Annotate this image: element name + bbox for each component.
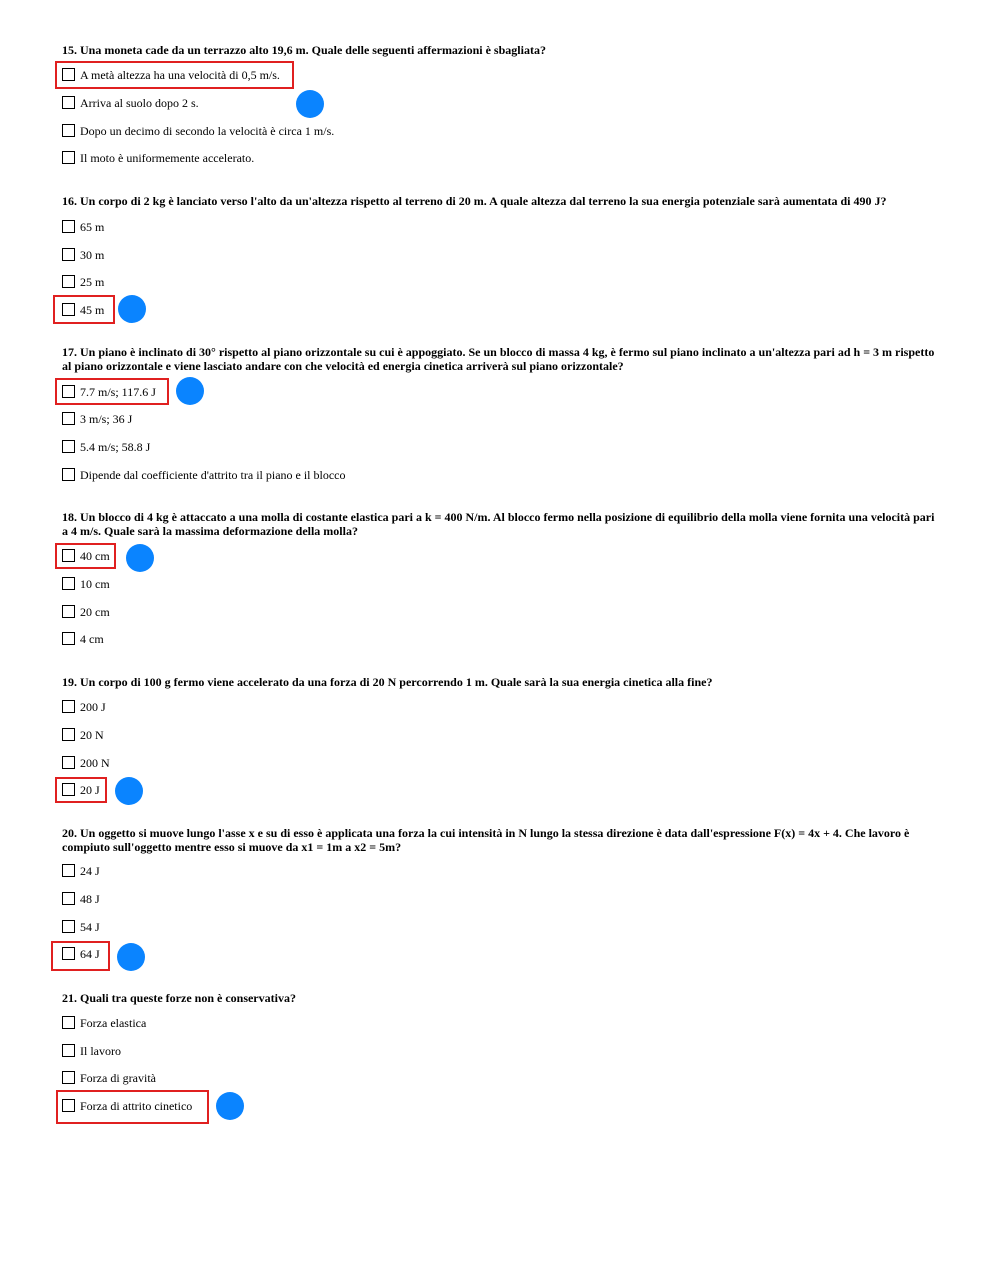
answer-highlight-box bbox=[55, 61, 294, 89]
option-label: 40 cm bbox=[80, 549, 110, 563]
checkbox[interactable] bbox=[62, 892, 75, 905]
option-label: 20 cm bbox=[80, 605, 110, 619]
question-21-text: 21. Quali tra queste forze non è conservativa? bbox=[62, 991, 296, 1005]
question-15-text: 15. Una moneta cade da un terrazzo alto 19,6 m. Quale delle seguenti affermazioni è sbagliata? bbox=[62, 43, 546, 57]
answer-highlight-box bbox=[55, 777, 107, 803]
answer-marker-dot bbox=[176, 377, 204, 405]
checkbox[interactable] bbox=[62, 220, 75, 233]
checkbox[interactable] bbox=[62, 700, 75, 713]
checkbox[interactable] bbox=[62, 1071, 75, 1084]
option-label: 3 m/s; 36 J bbox=[80, 412, 133, 426]
checkbox[interactable] bbox=[62, 1044, 75, 1057]
checkbox[interactable] bbox=[62, 1016, 75, 1029]
answer-highlight-box bbox=[51, 941, 110, 971]
option-label: 7.7 m/s; 117.6 J bbox=[80, 385, 156, 399]
checkbox[interactable] bbox=[62, 412, 75, 425]
answer-highlight-box bbox=[56, 1090, 209, 1124]
answer-marker-dot bbox=[115, 777, 143, 805]
checkbox[interactable] bbox=[62, 728, 75, 741]
checkbox[interactable] bbox=[62, 577, 75, 590]
option-label: 200 J bbox=[80, 700, 106, 714]
option-label: Il lavoro bbox=[80, 1044, 121, 1058]
option-label: Il moto è uniformemente accelerato. bbox=[80, 151, 255, 165]
checkbox[interactable] bbox=[62, 756, 75, 769]
checkbox[interactable] bbox=[62, 151, 75, 164]
option-label: 20 N bbox=[80, 728, 104, 742]
option-label: 45 m bbox=[80, 303, 105, 317]
option-label: 54 J bbox=[80, 920, 100, 934]
checkbox[interactable] bbox=[62, 864, 75, 877]
option-label: 5.4 m/s; 58.8 J bbox=[80, 440, 151, 454]
option-label: Forza di gravità bbox=[80, 1071, 156, 1085]
option-label: A metà altezza ha una velocità di 0,5 m/s. bbox=[80, 68, 280, 82]
answer-marker-dot bbox=[117, 943, 145, 971]
option-label: 25 m bbox=[80, 275, 105, 289]
question-18-text: 18. Un blocco di 4 kg è attaccato a una molla di costante elastica pari a k = 400 N/m. Al blocco fermo nella posizione di equilibrio della molla viene fornita una velocità pari a 4 m/s. Quale sarà la massima deformazione della molla? bbox=[62, 510, 935, 538]
answer-highlight-box bbox=[55, 543, 116, 569]
answer-marker-dot bbox=[126, 544, 154, 572]
checkbox[interactable] bbox=[62, 248, 75, 261]
checkbox[interactable] bbox=[62, 632, 75, 645]
option-label: 65 m bbox=[80, 220, 105, 234]
option-label: 48 J bbox=[80, 892, 100, 906]
answer-highlight-box bbox=[53, 295, 115, 324]
option-label: Forza di attrito cinetico bbox=[80, 1099, 193, 1113]
option-label: 4 cm bbox=[80, 632, 104, 646]
checkbox[interactable] bbox=[62, 96, 75, 109]
option-label: Arriva al suolo dopo 2 s. bbox=[80, 96, 199, 110]
option-label: 30 m bbox=[80, 248, 105, 262]
answer-marker-dot bbox=[296, 90, 324, 118]
answer-marker-dot bbox=[216, 1092, 244, 1120]
checkbox[interactable] bbox=[62, 275, 75, 288]
option-label: 64 J bbox=[80, 947, 100, 961]
checkbox[interactable] bbox=[62, 124, 75, 137]
option-label: 10 cm bbox=[80, 577, 110, 591]
checkbox[interactable] bbox=[62, 440, 75, 453]
answer-marker-dot bbox=[118, 295, 146, 323]
option-label: Dopo un decimo di secondo la velocità è circa 1 m/s. bbox=[80, 124, 335, 138]
option-label: 24 J bbox=[80, 864, 100, 878]
question-17-text: 17. Un piano è inclinato di 30° rispetto al piano orizzontale su cui è appoggiato. Se un blocco di massa 4 kg, è fermo sul piano inclinato a un'altezza pari ad h = 3 m rispetto al piano orizzontale e viene lasciato andare con che velocità ed energia cinetica arriverà sul piano orizzontale? bbox=[62, 345, 935, 373]
question-20-text: 20. Un oggetto si muove lungo l'asse x e su di esso è applicata una forza la cui intensità in N lungo la stessa direzione è data dall'espressione F(x) = 4x + 4. Che lavoro è compiuto sull'oggetto mentre esso si muove da x1 = 1m a x2 = 5m? bbox=[62, 826, 910, 854]
question-19-text: 19. Un corpo di 100 g fermo viene accelerato da una forza di 20 N percorrendo 1 m. Quale sarà la sua energia cinetica alla fine? bbox=[62, 675, 713, 689]
checkbox[interactable] bbox=[62, 605, 75, 618]
question-16-text: 16. Un corpo di 2 kg è lanciato verso l'alto da un'altezza rispetto al terreno di 20 m. A quale altezza dal terreno la sua energia potenziale sarà aumentata di 490 J? bbox=[62, 194, 887, 208]
checkbox[interactable] bbox=[62, 920, 75, 933]
answer-highlight-box bbox=[55, 378, 169, 405]
option-label: 200 N bbox=[80, 756, 110, 770]
option-label: Dipende dal coefficiente d'attrito tra il piano e il blocco bbox=[80, 468, 346, 482]
option-label: Forza elastica bbox=[80, 1016, 147, 1030]
checkbox[interactable] bbox=[62, 468, 75, 481]
option-label: 20 J bbox=[80, 783, 100, 797]
